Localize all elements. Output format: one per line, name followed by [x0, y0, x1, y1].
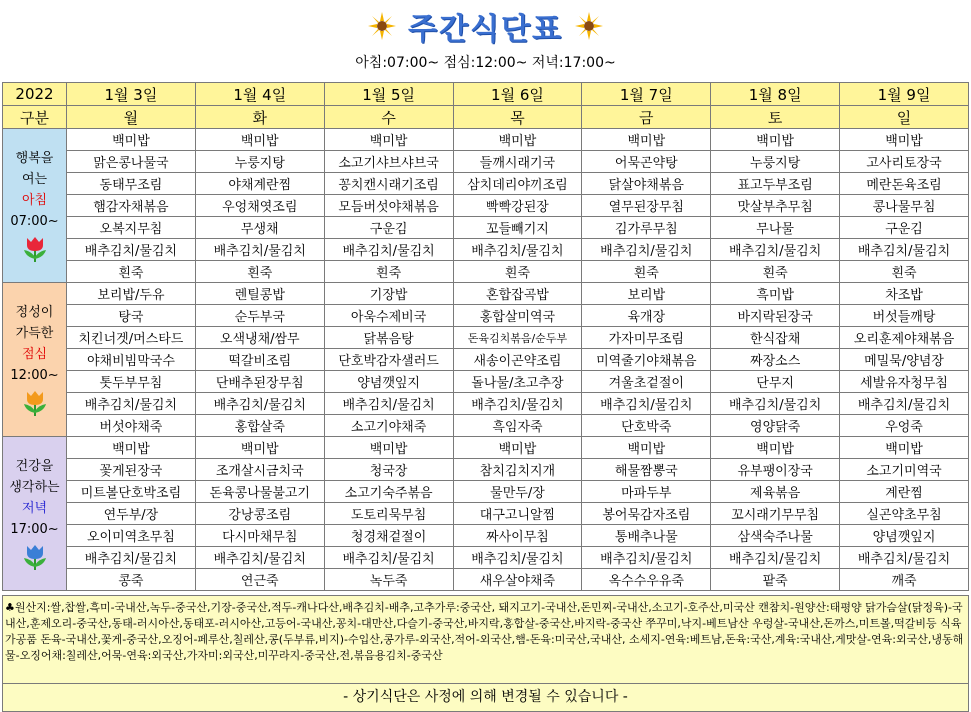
weekday-cell: 목	[453, 106, 582, 129]
menu-cell: 옥수수우유죽	[582, 569, 711, 591]
menu-cell: 백미밥	[711, 437, 840, 459]
menu-cell: 백미밥	[840, 437, 969, 459]
breakfast-menu-row	[3, 261, 969, 283]
menu-cell: 단배추된장무침	[195, 371, 324, 393]
gubun-cell: 구분	[3, 106, 67, 129]
menu-cell: 기장밥	[324, 283, 453, 305]
menu-cell: 홍합살죽	[195, 415, 324, 437]
menu-cell: 혼합잡곡밥	[453, 283, 582, 305]
sunflower-icon	[367, 11, 397, 41]
weekday-cell: 수	[324, 106, 453, 129]
weekly-menu-table	[2, 82, 969, 591]
menu-cell: 연근죽	[195, 569, 324, 591]
breakfast-menu-row	[3, 173, 969, 195]
menu-cell: 연두부/장	[67, 503, 196, 525]
menu-cell: 삼색숙주나물	[711, 525, 840, 547]
menu-cell: 꼬시래기무무침	[711, 503, 840, 525]
lunch-menu-row	[3, 283, 969, 305]
menu-cell: 배추김치/물김치	[582, 239, 711, 261]
section-label-line: 생각하는	[9, 480, 60, 495]
menu-cell: 모듬버섯야채볶음	[324, 195, 453, 217]
menu-cell: 동태무조림	[67, 173, 196, 195]
menu-cell: 소고기미역국	[840, 459, 969, 481]
breakfast-menu-row	[3, 151, 969, 173]
menu-cell: 청국장	[324, 459, 453, 481]
menu-cell: 백미밥	[453, 129, 582, 151]
menu-cell: 보리밥/두유	[67, 283, 196, 305]
menu-cell: 배추김치/물김치	[453, 547, 582, 569]
menu-cell: 소고기야채죽	[324, 415, 453, 437]
menu-cell: 새우살야채죽	[453, 569, 582, 591]
dinner-menu-row	[3, 525, 969, 547]
menu-cell: 삼치데리야끼조림	[453, 173, 582, 195]
menu-cell: 육개장	[582, 305, 711, 327]
menu-cell: 들깨시래기국	[453, 151, 582, 173]
menu-cell: 꽃게된장국	[67, 459, 196, 481]
dinner-tulip-icon	[20, 543, 50, 571]
menu-cell: 콩나물무침	[840, 195, 969, 217]
weekday-cell: 화	[195, 106, 324, 129]
menu-cell: 조개살시금치국	[195, 459, 324, 481]
breakfast-menu-row	[3, 195, 969, 217]
date-row	[3, 83, 969, 106]
menu-cell: 열무된장무침	[582, 195, 711, 217]
menu-cell: 흰죽	[840, 261, 969, 283]
lunch-tulip-icon	[20, 389, 50, 417]
menu-cell: 소고기숙주볶음	[324, 481, 453, 503]
menu-cell: 돈육콩나물불고기	[195, 481, 324, 503]
breakfast-label-cell	[3, 129, 67, 283]
menu-cell: 배추김치/물김치	[840, 393, 969, 415]
lunch-label-cell	[3, 283, 67, 437]
date-cell: 1월 8일	[711, 83, 840, 106]
dinner-menu-row	[3, 547, 969, 569]
dinner-menu-row	[3, 459, 969, 481]
menu-cell: 배추김치/물김치	[67, 239, 196, 261]
menu-cell: 백미밥	[67, 129, 196, 151]
menu-cell: 양념깻잎지	[324, 371, 453, 393]
section-label-line: 가득한	[15, 326, 54, 341]
menu-cell: 야채계란찜	[195, 173, 324, 195]
menu-cell: 우엉죽	[840, 415, 969, 437]
menu-cell: 단호박감자샐러드	[324, 349, 453, 371]
menu-cell: 빡빡강된장	[453, 195, 582, 217]
menu-cell: 청경채겉절이	[324, 525, 453, 547]
meal-time: 12:00~	[10, 368, 59, 383]
menu-cell: 백미밥	[324, 129, 453, 151]
menu-cell: 닭살야채볶음	[582, 173, 711, 195]
footer-notice: - 상기식단은 사정에 의해 변경될 수 있습니다 -	[2, 683, 969, 712]
menu-cell: 백미밥	[711, 129, 840, 151]
menu-cell: 햄감자채볶음	[67, 195, 196, 217]
date-cell: 1월 5일	[324, 83, 453, 106]
menu-cell: 봉어묵감자조림	[582, 503, 711, 525]
menu-cell: 흰죽	[711, 261, 840, 283]
menu-cell: 배추김치/물김치	[453, 393, 582, 415]
menu-cell: 배추김치/물김치	[582, 393, 711, 415]
menu-cell: 배추김치/물김치	[67, 547, 196, 569]
menu-cell: 고사리토장국	[840, 151, 969, 173]
menu-cell: 배추김치/물김치	[453, 239, 582, 261]
menu-cell: 가자미무조림	[582, 327, 711, 349]
dinner-menu-row	[3, 481, 969, 503]
menu-cell: 백미밥	[582, 437, 711, 459]
menu-cell: 구운김	[324, 217, 453, 239]
menu-cell: 대구고니알찜	[453, 503, 582, 525]
weekday-cell: 일	[840, 106, 969, 129]
menu-cell: 버섯야채죽	[67, 415, 196, 437]
menu-cell: 우엉채엿조림	[195, 195, 324, 217]
weekday-cell: 월	[67, 106, 196, 129]
menu-cell: 배추김치/물김치	[582, 547, 711, 569]
meal-time: 17:00~	[10, 522, 59, 537]
menu-cell: 백미밥	[324, 437, 453, 459]
meal-times: 아침:07:00~ 점심:12:00~ 저녁:17:00~	[355, 55, 616, 71]
menu-cell: 한식잡채	[711, 327, 840, 349]
lunch-menu-row	[3, 415, 969, 437]
menu-cell: 도토리묵무침	[324, 503, 453, 525]
menu-cell: 짜장소스	[711, 349, 840, 371]
menu-cell: 흰죽	[195, 261, 324, 283]
title-row	[0, 4, 971, 48]
menu-cell: 탕국	[67, 305, 196, 327]
lunch-menu-row	[3, 393, 969, 415]
menu-cell: 영양닭죽	[711, 415, 840, 437]
section-label-line: 여는	[21, 172, 48, 187]
section-label-line: 정성이	[15, 305, 54, 320]
menu-cell: 배추김치/물김치	[711, 239, 840, 261]
menu-cell: 무나물	[711, 217, 840, 239]
dinner-menu-row	[3, 569, 969, 591]
menu-cell: 꼬들빼기지	[453, 217, 582, 239]
menu-cell: 꽁치캔시래기조림	[324, 173, 453, 195]
menu-cell: 배추김치/물김치	[840, 239, 969, 261]
menu-cell: 맑은콩나물국	[67, 151, 196, 173]
breakfast-tulip-icon	[20, 235, 50, 263]
menu-cell: 백미밥	[582, 129, 711, 151]
menu-cell: 배추김치/물김치	[195, 547, 324, 569]
menu-cell: 흰죽	[324, 261, 453, 283]
breakfast-menu-row	[3, 239, 969, 261]
lunch-menu-row	[3, 327, 969, 349]
menu-cell: 겨울초겉절이	[582, 371, 711, 393]
menu-cell: 배추김치/물김치	[711, 393, 840, 415]
menu-cell: 콩죽	[67, 569, 196, 591]
menu-cell: 바지락된장국	[711, 305, 840, 327]
menu-cell: 단무지	[711, 371, 840, 393]
menu-cell: 팥죽	[711, 569, 840, 591]
year-cell: 2022	[3, 83, 67, 106]
menu-cell: 깨죽	[840, 569, 969, 591]
header	[0, 0, 971, 82]
menu-cell: 치킨너겟/머스타드	[67, 327, 196, 349]
menu-cell: 떡갈비조림	[195, 349, 324, 371]
menu-cell: 야채비빔막국수	[67, 349, 196, 371]
menu-cell: 돌나물/초고추장	[453, 371, 582, 393]
menu-cell: 배추김치/물김치	[711, 547, 840, 569]
menu-cell: 메밀묵/양념장	[840, 349, 969, 371]
menu-cell: 백미밥	[453, 437, 582, 459]
menu-cell: 유부팽이장국	[711, 459, 840, 481]
meal-name: 점심	[21, 347, 48, 362]
menu-cell: 배추김치/물김치	[324, 239, 453, 261]
menu-cell: 해물짬뽕국	[582, 459, 711, 481]
lunch-menu-row	[3, 371, 969, 393]
menu-cell: 강낭콩조림	[195, 503, 324, 525]
menu-cell: 짜사이무침	[453, 525, 582, 547]
section-label-line: 건강을	[15, 459, 54, 474]
origin-note: ♣원산지:쌀,찹쌀,흑미-국내산,녹두-중국산,기장-중국산,적두-캐나다산,배추김치-배추,고추가루:중국산, 돼지고기-국내산,돈민찌-국내산,소고기-호주산,미국산 캔참치-원양산:태평양 닭가슴살(닭정육)-국내산,훈제오리-중국산,동태-러시아산,동태포-러시아산,고등어-국내산,꽁치-대만산,다슬기-중국산,바지락,홍합살-중국산,바지락-중국산 쭈꾸미,낙지-베트남산 우렁살-국내산,돈까스,미트볼,떡갈비등 식육가공품 돈육-국내산,꽃게-중국산,오징어-페루산,칠레산,콩(두부류,비지)-수입산,콩가루-외국산,적어-외국산,햄-돈육:미국산,국내산, 소세지-연육:베트남,돈육:국산,계육:국내산,게맛살-연육:외국산,냉동해물-오징어채:칠레산,어묵-연육:외국산,가자미:외국산,미꾸라지-중국산,전,볶음용김치-중국산	[2, 595, 969, 684]
lunch-menu-row	[3, 349, 969, 371]
menu-cell: 흑임자죽	[453, 415, 582, 437]
lunch-menu-row	[3, 305, 969, 327]
date-cell: 1월 6일	[453, 83, 582, 106]
menu-cell: 렌틸콩밥	[195, 283, 324, 305]
menu-cell: 표고두부조림	[711, 173, 840, 195]
dinner-menu-row	[3, 437, 969, 459]
menu-cell: 실곤약초무침	[840, 503, 969, 525]
weekday-cell: 토	[711, 106, 840, 129]
menu-cell: 오색냉채/쌈무	[195, 327, 324, 349]
section-label-line: 행복을	[15, 151, 54, 166]
meal-name: 저녁	[21, 501, 48, 516]
menu-cell: 제육볶음	[711, 481, 840, 503]
menu-cell: 배추김치/물김치	[324, 547, 453, 569]
page-title: 주간식단표	[408, 12, 563, 47]
menu-cell: 백미밥	[195, 437, 324, 459]
dinner-label-cell	[3, 437, 67, 591]
menu-cell: 배추김치/물김치	[195, 393, 324, 415]
menu-cell: 누룽지탕	[711, 151, 840, 173]
menu-cell: 어묵곤약탕	[582, 151, 711, 173]
menu-cell: 배추김치/물김치	[840, 547, 969, 569]
meal-name: 아침	[21, 193, 48, 208]
dinner-menu-row	[3, 503, 969, 525]
menu-cell: 무생채	[195, 217, 324, 239]
date-cell: 1월 4일	[195, 83, 324, 106]
menu-cell: 차조밥	[840, 283, 969, 305]
menu-cell: 흰죽	[582, 261, 711, 283]
menu-cell: 참치김치지개	[453, 459, 582, 481]
breakfast-menu-row	[3, 217, 969, 239]
menu-cell: 닭볶음탕	[324, 327, 453, 349]
menu-cell: 소고기샤브샤브국	[324, 151, 453, 173]
menu-cell: 백미밥	[67, 437, 196, 459]
menu-cell: 통배추나물	[582, 525, 711, 547]
menu-cell: 흰죽	[453, 261, 582, 283]
menu-cell: 다시마채무침	[195, 525, 324, 547]
menu-cell: 양념깻잎지	[840, 525, 969, 547]
menu-cell: 오이미역초무침	[67, 525, 196, 547]
menu-cell: 백미밥	[840, 129, 969, 151]
menu-cell: 보리밥	[582, 283, 711, 305]
weekday-cell: 금	[582, 106, 711, 129]
menu-cell: 오복지무침	[67, 217, 196, 239]
menu-cell: 아욱수제비국	[324, 305, 453, 327]
menu-cell: 홍합살미역국	[453, 305, 582, 327]
menu-cell: 돈육김치볶음/순두부	[453, 327, 582, 349]
menu-cell: 누룽지탕	[195, 151, 324, 173]
menu-cell: 미역줄기야채볶음	[582, 349, 711, 371]
menu-cell: 배추김치/물김치	[324, 393, 453, 415]
date-cell: 1월 3일	[67, 83, 196, 106]
breakfast-menu-row	[3, 129, 969, 151]
menu-cell: 톳두부무침	[67, 371, 196, 393]
sunflower-icon	[574, 11, 604, 41]
menu-cell: 흰죽	[67, 261, 196, 283]
menu-cell: 세발유자청무침	[840, 371, 969, 393]
menu-cell: 오리훈제야채볶음	[840, 327, 969, 349]
menu-cell: 버섯들깨탕	[840, 305, 969, 327]
menu-cell: 순두부국	[195, 305, 324, 327]
menu-cell: 배추김치/물김치	[67, 393, 196, 415]
menu-cell: 구운김	[840, 217, 969, 239]
menu-cell: 단호박죽	[582, 415, 711, 437]
menu-cell: 메란돈육조림	[840, 173, 969, 195]
meal-time: 07:00~	[10, 214, 59, 229]
menu-cell: 새송이곤약조림	[453, 349, 582, 371]
menu-cell: 계란찜	[840, 481, 969, 503]
menu-cell: 흑미밥	[711, 283, 840, 305]
menu-cell: 김가루무침	[582, 217, 711, 239]
menu-cell: 미트볼단호박조림	[67, 481, 196, 503]
menu-cell: 녹두죽	[324, 569, 453, 591]
menu-cell: 마파두부	[582, 481, 711, 503]
menu-cell: 배추김치/물김치	[195, 239, 324, 261]
menu-cell: 물만두/장	[453, 481, 582, 503]
menu-cell: 맛살부추무침	[711, 195, 840, 217]
menu-cell: 백미밥	[195, 129, 324, 151]
date-cell: 1월 7일	[582, 83, 711, 106]
date-cell: 1월 9일	[840, 83, 969, 106]
weekday-row	[3, 106, 969, 129]
